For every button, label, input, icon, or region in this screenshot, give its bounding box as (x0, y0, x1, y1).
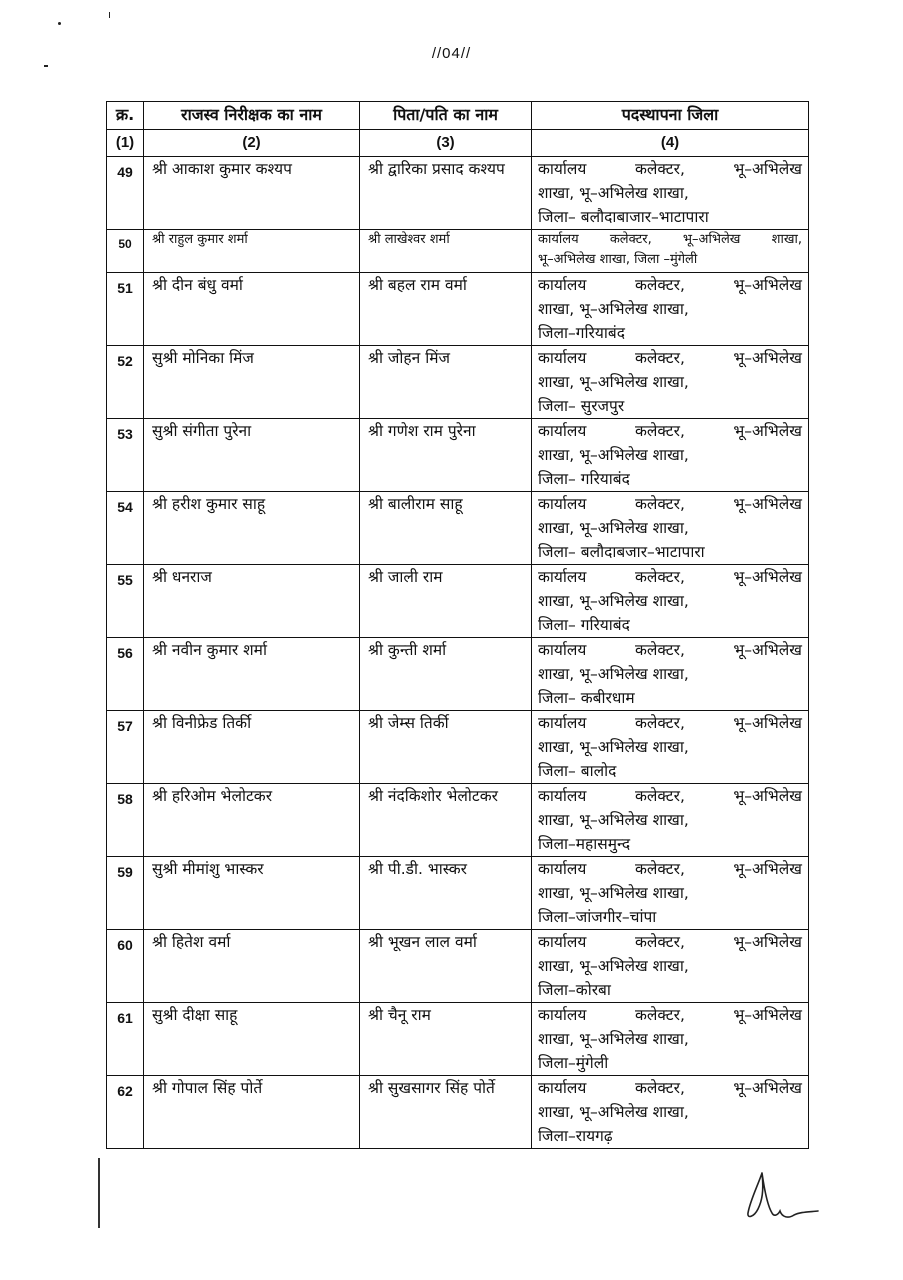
posting-district (532, 419, 809, 492)
inspector-name: श्री दीन बंधु वर्मा (144, 273, 360, 346)
scan-speck (58, 22, 61, 25)
posting-line: कार्यालय कलेक्टर, भू–अभिलेख (538, 495, 802, 513)
father-husband-name: श्री बालीराम साहू (360, 492, 532, 565)
inspector-name: सुश्री मोनिका मिंज (144, 346, 360, 419)
posting-district (532, 930, 809, 1003)
inspector-name: श्री हितेश वर्मा (144, 930, 360, 1003)
posting-line: कार्यालय कलेक्टर, भू–अभिलेख (538, 1006, 802, 1024)
posting-line: जिला– गरियाबंद (538, 470, 630, 488)
father-husband-name: श्री भूखन लाल वर्मा (360, 930, 532, 1003)
column-number-row (107, 130, 809, 157)
inspector-name: श्री हरिओम भेलोटकर (144, 784, 360, 857)
serial-number: 56 (107, 638, 144, 711)
posting-district (532, 230, 809, 273)
table-row (107, 419, 809, 492)
header-inspector-name: राजस्व निरीक्षक का नाम (144, 102, 360, 130)
posting-district (532, 565, 809, 638)
posting-line: जिला– गरियाबंद (538, 616, 630, 634)
posting-line: शाखा, भू–अभिलेख शाखा, (538, 519, 689, 537)
posting-line: कार्यालय कलेक्टर, भू–अभिलेख (538, 933, 802, 951)
father-husband-name: श्री पी.डी. भास्कर (360, 857, 532, 930)
posting-line: कार्यालय कलेक्टर, भू–अभिलेख (538, 568, 802, 586)
table-row (107, 857, 809, 930)
header-row (107, 102, 809, 130)
father-husband-name: श्री जोहन मिंज (360, 346, 532, 419)
posting-line: कार्यालय कलेक्टर, भू–अभिलेख (538, 787, 802, 805)
margin-line (98, 1158, 100, 1228)
table-row (107, 346, 809, 419)
posting-line: शाखा, भू–अभिलेख शाखा, (538, 1103, 689, 1121)
column-number: (2) (144, 130, 360, 157)
header-posting-district: पदस्थापना जिला (532, 102, 809, 130)
inspector-name: सुश्री संगीता पुरेना (144, 419, 360, 492)
posting-line: शाखा, भू–अभिलेख शाखा, (538, 884, 689, 902)
inspector-name: श्री हरीश कुमार साहू (144, 492, 360, 565)
posting-line: शाखा, भू–अभिलेख शाखा, (538, 957, 689, 975)
posting-line: कार्यालय कलेक्टर, भू–अभिलेख (538, 641, 802, 659)
table-row (107, 230, 809, 273)
father-husband-name: श्री लाखेश्वर शर्मा (360, 230, 532, 273)
posting-line: शाखा, भू–अभिलेख शाखा, (538, 446, 689, 464)
inspector-name: श्री आकाश कुमार कश्यप (144, 157, 360, 230)
father-husband-name: श्री गणेश राम पुरेना (360, 419, 532, 492)
posting-line: शाखा, भू–अभिलेख शाखा, (538, 811, 689, 829)
serial-number: 57 (107, 711, 144, 784)
page-number: //04// (431, 45, 472, 62)
posting-line: जिला–रायगढ़ (538, 1127, 613, 1145)
posting-district (532, 157, 809, 230)
posting-line: जिला– बालोद (538, 762, 617, 780)
posting-line: जिला– कबीरधाम (538, 689, 635, 707)
table-row (107, 1076, 809, 1149)
posting-line: शाखा, भू–अभिलेख शाखा, (538, 1030, 689, 1048)
serial-number: 59 (107, 857, 144, 930)
serial-number: 50 (107, 230, 144, 273)
posting-line: जिला– सुरजपुर (538, 397, 625, 415)
posting-line: शाखा, भू–अभिलेख शाखा, (538, 184, 689, 202)
posting-line: कार्यालय कलेक्टर, भू–अभिलेख (538, 276, 802, 294)
father-husband-name: श्री चैनू राम (360, 1003, 532, 1076)
table-row (107, 273, 809, 346)
father-husband-name: श्री कुन्ती शर्मा (360, 638, 532, 711)
posting-line: भू–अभिलेख शाखा, जिला –मुंगेली (538, 252, 698, 267)
serial-number: 51 (107, 273, 144, 346)
serial-number: 52 (107, 346, 144, 419)
father-husband-name: श्री सुखसागर सिंह पोर्ते (360, 1076, 532, 1149)
table-row (107, 1003, 809, 1076)
posting-table (106, 101, 809, 1149)
posting-line: कार्यालय कलेक्टर, भू–अभिलेख शाखा, (538, 232, 802, 247)
inspector-name: श्री विनीफ्रेड तिर्की (144, 711, 360, 784)
father-husband-name: श्री द्वारिका प्रसाद कश्यप (360, 157, 532, 230)
serial-number: 62 (107, 1076, 144, 1149)
posting-line: कार्यालय कलेक्टर, भू–अभिलेख (538, 160, 802, 178)
serial-number: 61 (107, 1003, 144, 1076)
posting-line: जिला–मुंगेली (538, 1054, 609, 1072)
table-row (107, 784, 809, 857)
serial-number: 55 (107, 565, 144, 638)
scan-speck (44, 65, 48, 67)
father-husband-name: श्री नंदकिशोर भेलोटकर (360, 784, 532, 857)
posting-line: शाखा, भू–अभिलेख शाखा, (538, 373, 689, 391)
posting-line: जिला–जांजगीर–चांपा (538, 908, 657, 926)
posting-line: कार्यालय कलेक्टर, भू–अभिलेख (538, 349, 802, 367)
inspector-name: श्री राहुल कुमार शर्मा (144, 230, 360, 273)
table-row (107, 930, 809, 1003)
serial-number: 53 (107, 419, 144, 492)
column-number: (1) (107, 130, 144, 157)
posting-line: कार्यालय कलेक्टर, भू–अभिलेख (538, 714, 802, 732)
posting-line: जिला–गरियाबंद (538, 324, 625, 342)
posting-district (532, 711, 809, 784)
posting-line: शाखा, भू–अभिलेख शाखा, (538, 592, 689, 610)
posting-district (532, 1003, 809, 1076)
inspector-name: श्री नवीन कुमार शर्मा (144, 638, 360, 711)
posting-line: शाखा, भू–अभिलेख शाखा, (538, 300, 689, 318)
father-husband-name: श्री जेम्स तिर्की (360, 711, 532, 784)
inspector-name: सुश्री दीक्षा साहू (144, 1003, 360, 1076)
scan-speck (109, 12, 110, 18)
posting-district (532, 273, 809, 346)
father-husband-name: श्री जाली राम (360, 565, 532, 638)
table-row (107, 492, 809, 565)
inspector-name: सुश्री मीमांशु भास्कर (144, 857, 360, 930)
serial-number: 58 (107, 784, 144, 857)
posting-line: कार्यालय कलेक्टर, भू–अभिलेख (538, 860, 802, 878)
posting-line: जिला– बलौदाबाजार–भाटापारा (538, 208, 709, 226)
inspector-name: श्री गोपाल सिंह पोर्ते (144, 1076, 360, 1149)
posting-line: जिला– बलौदाबजार–भाटापारा (538, 543, 705, 561)
posting-district (532, 784, 809, 857)
posting-line: कार्यालय कलेक्टर, भू–अभिलेख (538, 422, 802, 440)
posting-district (532, 346, 809, 419)
header-serial: क्र. (107, 102, 144, 130)
table-row (107, 157, 809, 230)
father-husband-name: श्री बहल राम वर्मा (360, 273, 532, 346)
inspector-name: श्री धनराज (144, 565, 360, 638)
posting-line: शाखा, भू–अभिलेख शाखा, (538, 665, 689, 683)
posting-line: जिला–कोरबा (538, 981, 611, 999)
posting-district (532, 492, 809, 565)
table-row (107, 711, 809, 784)
serial-number: 49 (107, 157, 144, 230)
table-row (107, 565, 809, 638)
serial-number: 54 (107, 492, 144, 565)
table-row (107, 638, 809, 711)
posting-line: शाखा, भू–अभिलेख शाखा, (538, 738, 689, 756)
posting-district (532, 1076, 809, 1149)
column-number: (4) (532, 130, 809, 157)
header-father-husband-name: पिता/पति का नाम (360, 102, 532, 130)
posting-district (532, 857, 809, 930)
posting-line: जिला–महासमुन्द (538, 835, 631, 853)
column-number: (3) (360, 130, 532, 157)
serial-number: 60 (107, 930, 144, 1003)
signature (740, 1165, 820, 1225)
posting-line: कार्यालय कलेक्टर, भू–अभिलेख (538, 1079, 802, 1097)
posting-district (532, 638, 809, 711)
